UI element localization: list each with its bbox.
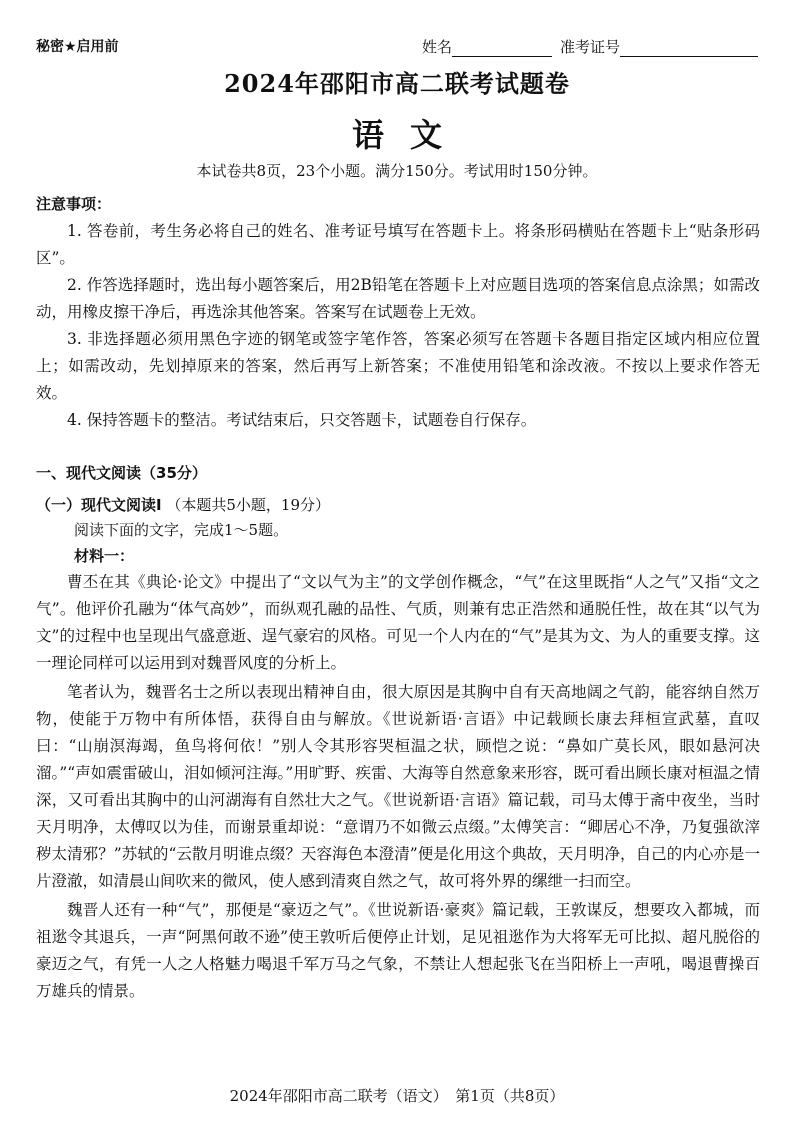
- exam-title: 2024年邵阳市高二联考试题卷: [224, 69, 570, 98]
- material-label: 材料一：: [74, 547, 135, 565]
- section-heading: 一、现代文阅读（35分）: [36, 464, 207, 482]
- note-item: 1. 答卷前，考生务必将自己的姓名、准考证号填写在答题卡上。将条形码横贴在答题卡上“贴条形码区”。: [36, 222, 760, 267]
- page-footer: 2024年邵阳市高二联考（语文） 第1页（共8页）: [229, 1087, 565, 1105]
- notes-heading: 注意事项：: [36, 195, 112, 213]
- note-item: 3. 非选择题必须用黑色字迹的钢笔或签字笔作答，答案必须写在答题卡各题目指定区域内相应位置上；如需改动，先划掉原来的答案，然后再写上新答案；不准使用铅笔和涂改液。不按以上要求作答无效。: [36, 330, 761, 402]
- paragraph: 魏晋人还有一种“气”，那便是“豪迈之气”。《世说新语·豪爽》篇记载，王敦谋反，想要攻入都城，而祖逖令其退兵，一声“阿黑何敢不逊”使王敦听后便停止计划，足见祖逖作为大将军无可比拟、超凡脱俗的豪迈之气，有凭一人之人格魅力喝退千军万马之气象，不禁让人想起张飞在当阳桥上一声吼，喝退曹操百万雄兵的情景。: [36, 901, 760, 1000]
- subsection-heading: [36, 494, 330, 515]
- subsection-label: （一）现代文阅读Ⅰ: [36, 496, 162, 514]
- name-label: 姓名: [421, 38, 452, 56]
- candidate-fields: [422, 36, 758, 57]
- secret-mark: 秘密★启用前: [36, 39, 119, 55]
- material-text: [36, 569, 760, 1007]
- header-line: [36, 36, 758, 58]
- name-blank: [452, 40, 552, 57]
- notes-list: [36, 218, 760, 434]
- note-item: 2. 作答选择题时，选出每小题答案后，用2B铅笔在答题卡上对应题目选项的答案信息点涂黑；如需改动，用橡皮擦干净后，再选涂其他答案。答案写在试题卷上无效。: [36, 276, 760, 321]
- subject-title: 语文: [351, 116, 468, 154]
- note-item: 4. 保持答题卡的整洁。考试结束后，只交答题卡，试题卷自行保存。: [67, 411, 537, 429]
- paragraph: 曹丕在其《典论·论文》中提出了“文以气为主”的文学创作概念，“气”在这里既指“人之气”又指“文之气”。他评价孔融为“体气高妙”，而纵观孔融的品性、气质，则兼有忠正浩然和通脱任性，故在其“以气为文”的过程中也呈现出气盛意逝、逞气豪宕的风格。可见一个人内在的“气”是其为文、为人的重要支撑。这一理论同样可以运用到对魏晋风度的分析上。: [36, 573, 760, 672]
- ticket-blank: [620, 40, 758, 57]
- paragraph: 笔者认为，魏晋名士之所以表现出精神自由，很大原因是其胸中自有天高地阔之气韵，能容纳自然万物，使能于万物中有所体悟，获得自由与解放。《世说新语·言语》中记载顾长康去拜桓宣武墓，直叹曰：“山崩溟海竭，鱼鸟将何依！”别人令其形容哭桓温之状，顾恺之说：“鼻如广莫长风，眼如悬河决溜。”“声如震雷破山，泪如倾河注海。”用旷野、疾雷、大海等自然意象来形容，既可看出顾长康对桓温之情深，又可看出其胸中的山河湖海有自然壮大之气。《世说新语·言语》篇记载，司马太傅于斋中夜坐，当时天月明净，太傅叹以为佳，而谢景重却说：“意谓乃不如微云点缀。”太傅笑言：“卿居心不净，乃复强欲滓秽太清邪？”苏轼的“云散月明谁点缀？天容海色本澄清”便是化用这个典故，天月明净，自己的内心亦是一片澄澈，如清晨山间吹来的微风，使人感到清爽自然之气，故可将外界的缧绁一扫而空。: [36, 683, 760, 890]
- subsection-detail: （本题共5小题，19分）: [166, 496, 331, 514]
- reading-instruction: 阅读下面的文字，完成1～5题。: [74, 521, 289, 539]
- exam-summary: 本试卷共8页，23个小题。满分150分。考试用时150分钟。: [196, 162, 598, 180]
- ticket-label: 准考证号: [559, 38, 620, 56]
